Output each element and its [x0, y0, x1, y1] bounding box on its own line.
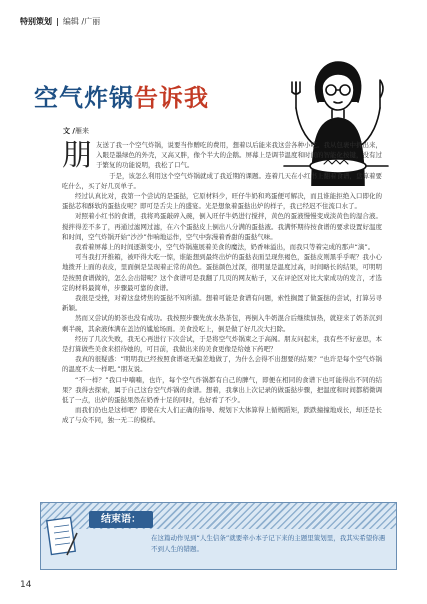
- title-part-1: 空气炸锅: [34, 84, 134, 112]
- endnote-text: 在这篇动作见到“人生信条”就要牵小本子记下来的主题里策划里，我其实希望你遇不到人生的错题。: [151, 534, 386, 553]
- page-number: 14: [20, 580, 32, 590]
- paragraph: 经历了几次失败，我无心再进行下次尝试，于是将空气炸锅束之于高阁。朋友问起来，我有些不好意思，本是打算做些美食来招待她的，可目前，我做出来的美食更像是给她下药吧？: [62, 334, 382, 354]
- paragraph: 我很是受挫，对着这盘烤焦的蛋挞不知所措。想着可能是食谱有问题，索性搁置了做蛋挞的尝试，打算另寻新颖。: [62, 294, 382, 313]
- article-body: [62, 140, 382, 426]
- paragraph: 可当我打开推箱，被吓得大吃一惊，谁能想到最终出炉的蛋挞表面呈现焦褐色，蛋挞皮则黑乎乎呢？我小心地拨开上面的表皮，里面倒是呈现着正常的黄色。蛋挞颜色过深，很明显是温度过高，时间略长的结果，可明明是按照食谱做的，怎么会出错呢？这个食谱可是我翻了几页的网友帖子，又在评论区对比大家成功的发言，才选定的材料最简单，步骤最可靠的食谱。: [62, 253, 382, 292]
- paragraph: 我看着屏幕上的时间逐渐变小，空气炸锅施展着美食的魔法，奶香味溢出，而我只等着完成的那声“滴”。: [75, 243, 375, 252]
- header-separator: |: [56, 17, 59, 26]
- author-line: [63, 126, 89, 136]
- endnote-tag: 结束语：: [89, 511, 153, 528]
- paragraph: 我真的很疑惑：“明明我已经按照食谱毫无偏差地做了，为什么会得不出想要的结果？”也许是每个空气炸锅的温度不太一样吧。”朋友说。: [62, 355, 382, 374]
- page-header: [20, 16, 100, 27]
- notebook-icon: [45, 515, 79, 559]
- paragraph: 然而又尝试的奶茶也没有成功。我按照步骤先放水热茶包，再倒入牛奶混合后继续加热，就迎来了奶茶沉到剩半碗，其余液体满在盖边的尴尬场面。美食没吃上，倒是做了好几次大扫除。: [62, 314, 382, 333]
- author-label: 文 /: [63, 127, 75, 135]
- article-title: [34, 78, 209, 113]
- paragraph: 于是，该怎么利用这个空气炸锅就成了我近期的课题。连着几天在小红书上翻着食谱，盘算着要吃什么，买了好几页单子。: [62, 171, 382, 190]
- author-name: 雁来: [75, 127, 89, 135]
- paragraph: 而我们仍也是这样吧？即使在大人们正确的指导、规划下大体算得上循规蹈矩，跌跌撞撞地成长，却还是长成了与众不同，独一无二的模样。: [62, 406, 382, 425]
- paragraph: 经过认真比对，我第一个尝试的是蛋挞，它原材料少，旺仔牛奶和鸡蛋便可解决，而且谁能拒绝入口即化的蛋挞芯和酥软的蛋挞皮呢？即可是舌尖上的盛宴。光是想象着蛋挞出炉的样子，我已经迟不住流口水了。: [62, 192, 382, 211]
- editor-credit: 编辑 /广丽: [62, 17, 101, 26]
- paragraph: “不一样？”我口中喃喃，也许，每个空气炸锅都有自己的脾气，即便在相同的食谱下也可能得出不同的结果？我得去探索，属于自己这台空气炸锅的食谱。想着，我拿出上次记录的做蛋挞步骤，把温度和时间都稍微调低了一点，出炉的蛋挞果然在奶香十足的同时，也好看了不少。: [62, 375, 382, 405]
- endnote-box: [40, 502, 397, 570]
- drop-cap: 朋: [62, 138, 92, 173]
- paragraph: 对照着小红书的食谱，我将鸡蛋敲碎入碗，倒入旺仔牛奶进行搅拌，黄色的蛋液慢慢变成淡黄色的湿合液。搅拌得差不多了，再通过滤网过滤，在六个蛋挞皮上倒出八分满的蛋挞液。我满怀期待按食谱的要求设置好温度和时间，空气炸锅开始“沙沙”作响地运作，空气中弥漫着香甜的蛋挞气味。: [62, 212, 382, 241]
- title-part-2: 告诉我: [134, 84, 209, 112]
- column-name: 特别策划: [20, 17, 52, 26]
- paragraph-1: 朋友送了我一个空气炸锅，说要当作赠吃的费用，想着以后能来我这尝各种小吃。我从包裹中拆出来，入眼是墨绿色的外壳，又高又胖，像个半大的企鹅。屏幕上是调节温度和时间的智能化按键，没有过于繁复的功能说明，我松了口气。: [62, 138, 382, 173]
